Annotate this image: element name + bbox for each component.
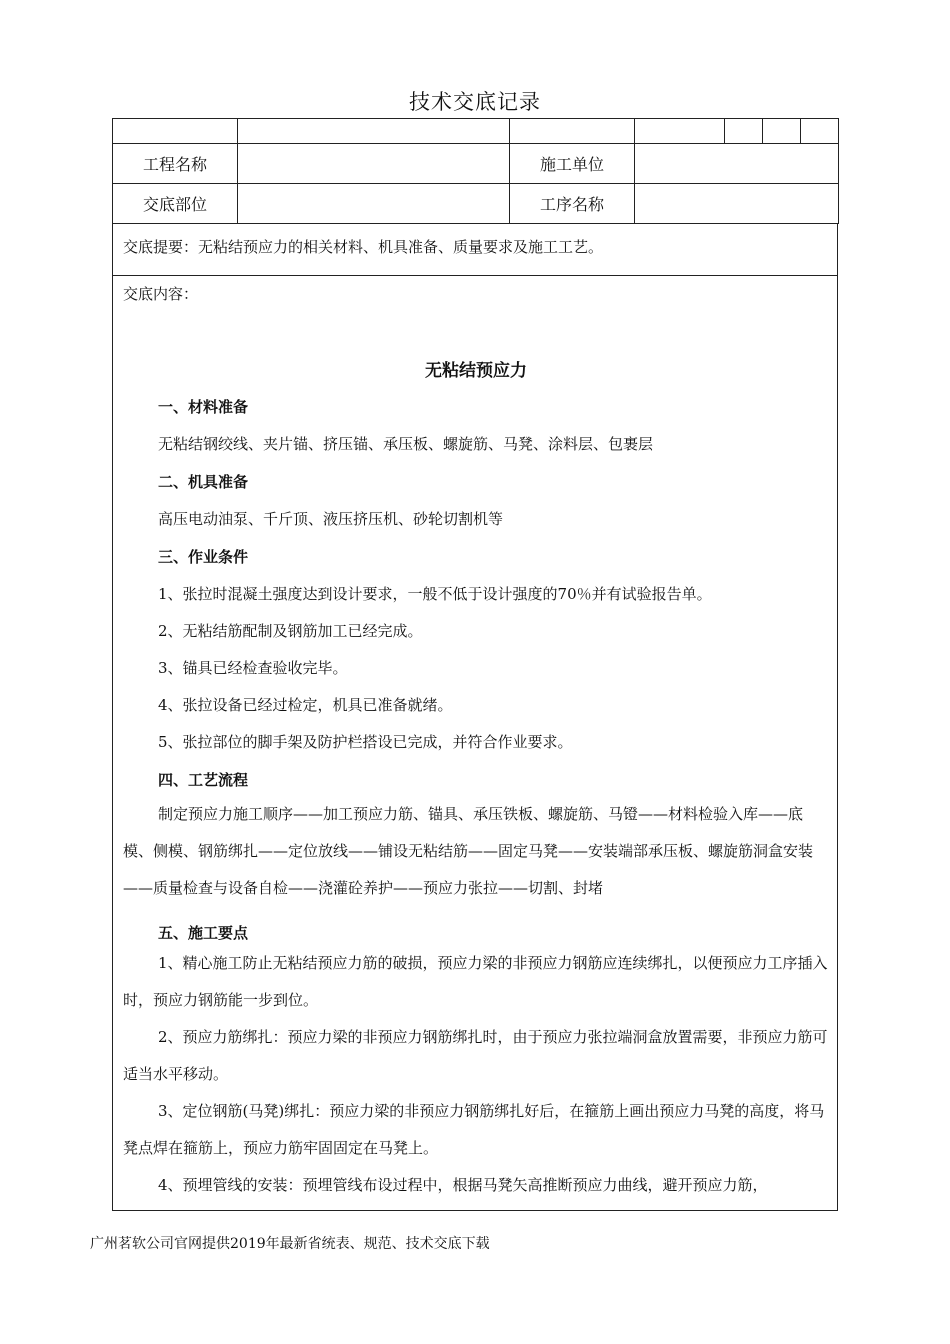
record-form <box>112 118 838 1211</box>
project-name-field[interactable] <box>238 144 510 184</box>
list-item: 2、无粘结筋配制及钢筋加工已经完成。 <box>158 622 423 640</box>
process-name-field[interactable] <box>635 184 839 224</box>
list-item: 4、张拉设备已经过检定，机具已准备就绪。 <box>158 696 453 714</box>
brief-summary: 交底提要：无粘结预应力的相关材料、机具准备、质量要求及施工工艺。 <box>112 224 838 276</box>
content-title: 无粘结预应力 <box>425 361 527 381</box>
process-name-label: 工序名称 <box>510 184 635 224</box>
list-item: 3、定位钢筋(马凳)绑扎：预应力梁的非预应力钢筋绑扎好后，在箍筋上画出预应力马凳的高度，将马凳点焊在箍筋上，预应力筋牢固固定在马凳上。 <box>123 1102 825 1157</box>
content-section <box>112 276 838 1211</box>
list-item: 1、精心施工防止无粘结预应力筋的破损，预应力梁的非预应力钢筋应连续绑扎，以便预应力工序插入时，预应力钢筋能一步到位。 <box>123 954 828 1009</box>
header-table <box>112 118 839 224</box>
content-lead-label: 交底内容： <box>123 285 199 303</box>
blank-cell <box>113 119 238 144</box>
section-heading: 五、施工要点 <box>158 924 249 942</box>
project-row <box>113 144 839 184</box>
location-label: 交底部位 <box>113 184 238 224</box>
list-item: 5、张拉部位的脚手架及防护栏搭设已完成，并符合作业要求。 <box>158 733 573 751</box>
blank-cell <box>725 119 763 144</box>
location-row <box>113 184 839 224</box>
footer-note: 广州茗软公司官网提供2019年最新省统表、规范、技术交底下载 <box>90 1236 490 1252</box>
blank-cell <box>238 119 510 144</box>
blank-cell <box>510 119 635 144</box>
list-item: 2、预应力筋绑扎：预应力梁的非预应力钢筋绑扎时，由于预应力张拉端洞盒放置需要，非预应力筋可适当水平移动。 <box>123 1028 828 1083</box>
section-heading: 三、作业条件 <box>158 548 249 566</box>
section-text: 高压电动油泵、千斤顶、液压挤压机、砂轮切割机等 <box>158 510 504 528</box>
list-item: 3、锚具已经检查验收完毕。 <box>158 659 348 677</box>
section-heading: 一、材料准备 <box>158 398 249 416</box>
list-item: 1、张拉时混凝土强度达到设计要求，一般不低于设计强度的70％并有试验报告单。 <box>158 585 712 603</box>
construction-unit-label: 施工单位 <box>510 144 635 184</box>
process-flow-text: 制定预应力施工顺序——加工预应力筋、锚具、承压铁板、螺旋筋、马镫——材料检验入库——底模、侧模、钢筋绑扎——定位放线——铺设无粘结筋——固定马凳——安装端部承压板、螺旋筋洞盒安装——质量检查与设备自检——浇灌砼养护——预应力张拉——切割、封堵 <box>123 805 814 897</box>
project-name-label: 工程名称 <box>113 144 238 184</box>
location-field[interactable] <box>238 184 510 224</box>
section-heading: 四、工艺流程 <box>158 771 249 789</box>
page-title: 技术交底记录 <box>409 90 541 114</box>
section-heading: 二、机具准备 <box>158 473 249 491</box>
blank-cell <box>635 119 725 144</box>
section-text: 无粘结钢绞线、夹片锚、挤压锚、承压板、螺旋筋、马凳、涂料层、包裹层 <box>158 435 654 453</box>
list-item: 4、预埋管线的安装：预埋管线布设过程中，根据马凳矢高推断预应力曲线，避开预应力筋， <box>158 1176 768 1194</box>
blank-row <box>113 119 839 144</box>
blank-cell <box>763 119 801 144</box>
construction-unit-field[interactable] <box>635 144 839 184</box>
blank-cell <box>801 119 839 144</box>
